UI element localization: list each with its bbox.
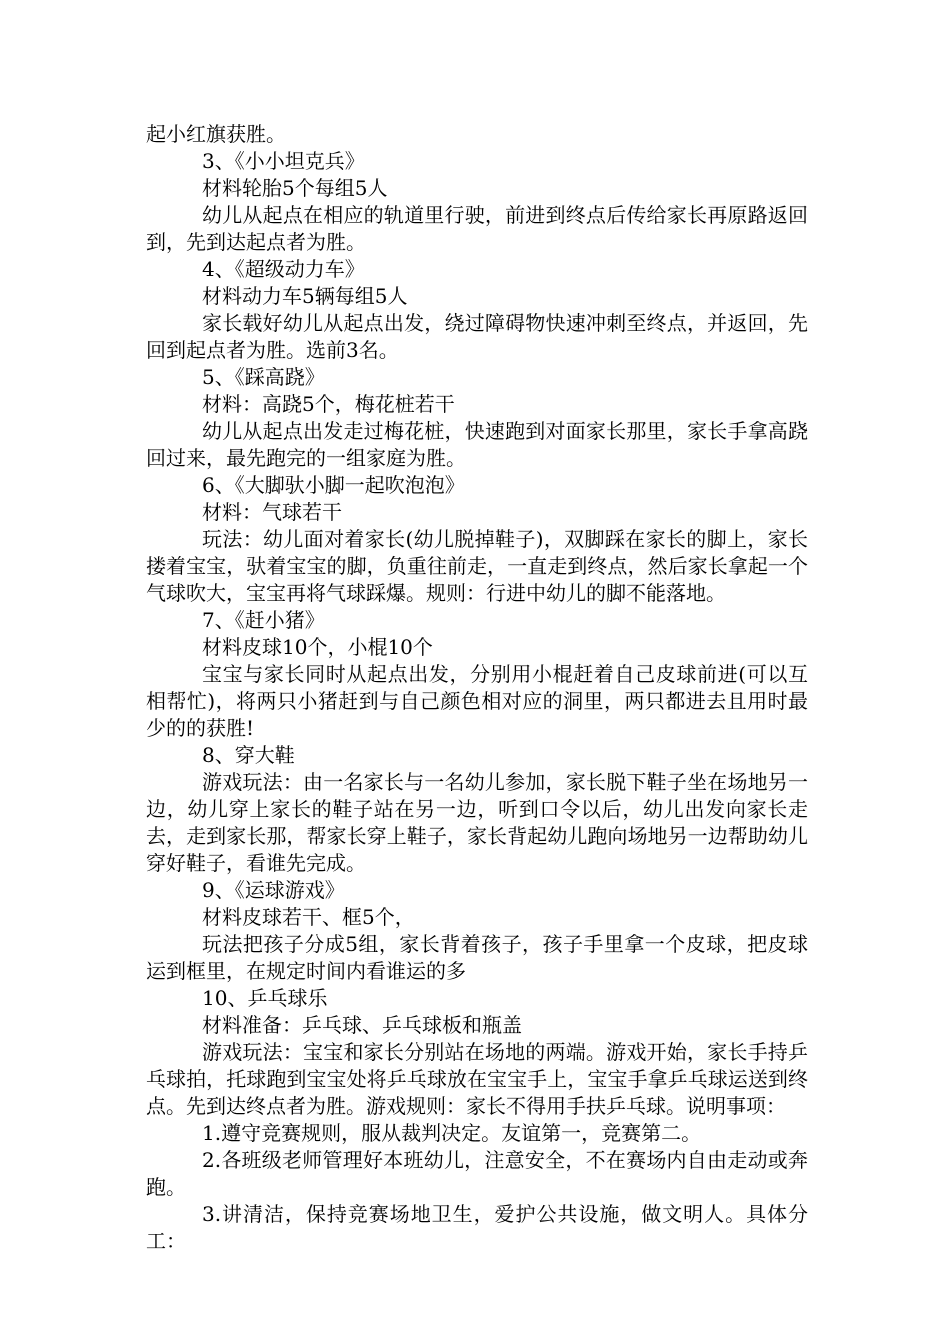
paragraph: 家长载好幼儿从起点出发，绕过障碍物快速冲刺至终点，并返回，先回到起点者为胜。选前3名。 <box>146 311 808 362</box>
game-heading: 8、穿大鞋 <box>202 743 295 767</box>
document-body <box>146 121 808 1255</box>
rule-item: 2.各班级老师管理好本班幼儿，注意安全，不在赛场内自由走动或奔跑。 <box>146 1148 808 1199</box>
game-heading: 7、《赶小猪》 <box>202 608 325 632</box>
paragraph: 材料皮球10个，小棍10个 <box>202 635 433 659</box>
rule-item: 3.讲清洁，保持竞赛场地卫生，爱护公共设施，做文明人。具体分工： <box>146 1202 808 1253</box>
game-heading: 9、《运球游戏》 <box>202 878 345 902</box>
game-heading: 5、《踩高跷》 <box>202 365 325 389</box>
paragraph: 材料皮球若干、框5个， <box>202 905 415 929</box>
paragraph: 材料：高跷5个，梅花桩若干 <box>202 392 455 416</box>
paragraph: 材料准备：乒乓球、乒乓球板和瓶盖 <box>202 1013 522 1037</box>
paragraph: 幼儿从起点出发走过梅花桩，快速跑到对面家长那里，家长手拿高跷回过来，最先跑完的一组家庭为胜。 <box>146 419 808 470</box>
paragraph: 游戏玩法：由一名家长与一名幼儿参加，家长脱下鞋子坐在场地另一边，幼儿穿上家长的鞋子站在另一边，听到口令以后，幼儿出发向家长走去，走到家长那，帮家长穿上鞋子，家长背起幼儿跑向场地另一边帮助幼儿穿好鞋子，看谁先完成。 <box>146 770 808 875</box>
game-heading: 10、乒乓球乐 <box>202 986 328 1010</box>
paragraph: 宝宝与家长同时从起点出发，分别用小棍赶着自己皮球前进(可以互相帮忙)，将两只小猪赶到与自己颜色相对应的洞里，两只都进去且用时最少的的获胜! <box>146 662 808 740</box>
rule-item: 1.遵守竞赛规则，服从裁判决定。友谊第一，竞赛第二。 <box>202 1121 702 1145</box>
game-heading: 4、《超级动力车》 <box>202 257 365 281</box>
game-heading: 6、《大脚驮小脚一起吹泡泡》 <box>202 473 465 497</box>
paragraph: 材料动力车5辆每组5人 <box>202 284 408 308</box>
paragraph: 游戏玩法：宝宝和家长分别站在场地的两端。游戏开始，家长手持乒乓球拍，托球跑到宝宝处将乒乓球放在宝宝手上，宝宝手拿乒乓球运送到终点。先到达终点者为胜。游戏规则：家长不得用手扶乒乓球。说明事项： <box>146 1040 808 1118</box>
paragraph: 玩法把孩子分成5组，家长背着孩子，孩子手里拿一个皮球，把皮球运到框里，在规定时间内看谁运的多 <box>146 932 808 983</box>
paragraph: 材料：气球若干 <box>202 500 342 524</box>
game-heading: 3、《小小坦克兵》 <box>202 149 365 173</box>
paragraph: 材料轮胎5个每组5人 <box>202 176 388 200</box>
paragraph: 幼儿从起点在相应的轨道里行驶，前进到终点后传给家长再原路返回到，先到达起点者为胜。 <box>146 203 808 254</box>
paragraph: 起小红旗获胜。 <box>146 122 286 146</box>
paragraph: 玩法：幼儿面对着家长(幼儿脱掉鞋子)，双脚踩在家长的脚上，家长搂着宝宝，驮着宝宝的脚，负重往前走，一直走到终点，然后家长拿起一个气球吹大，宝宝再将气球踩爆。规则：行进中幼儿的脚不能落地。 <box>146 527 808 605</box>
